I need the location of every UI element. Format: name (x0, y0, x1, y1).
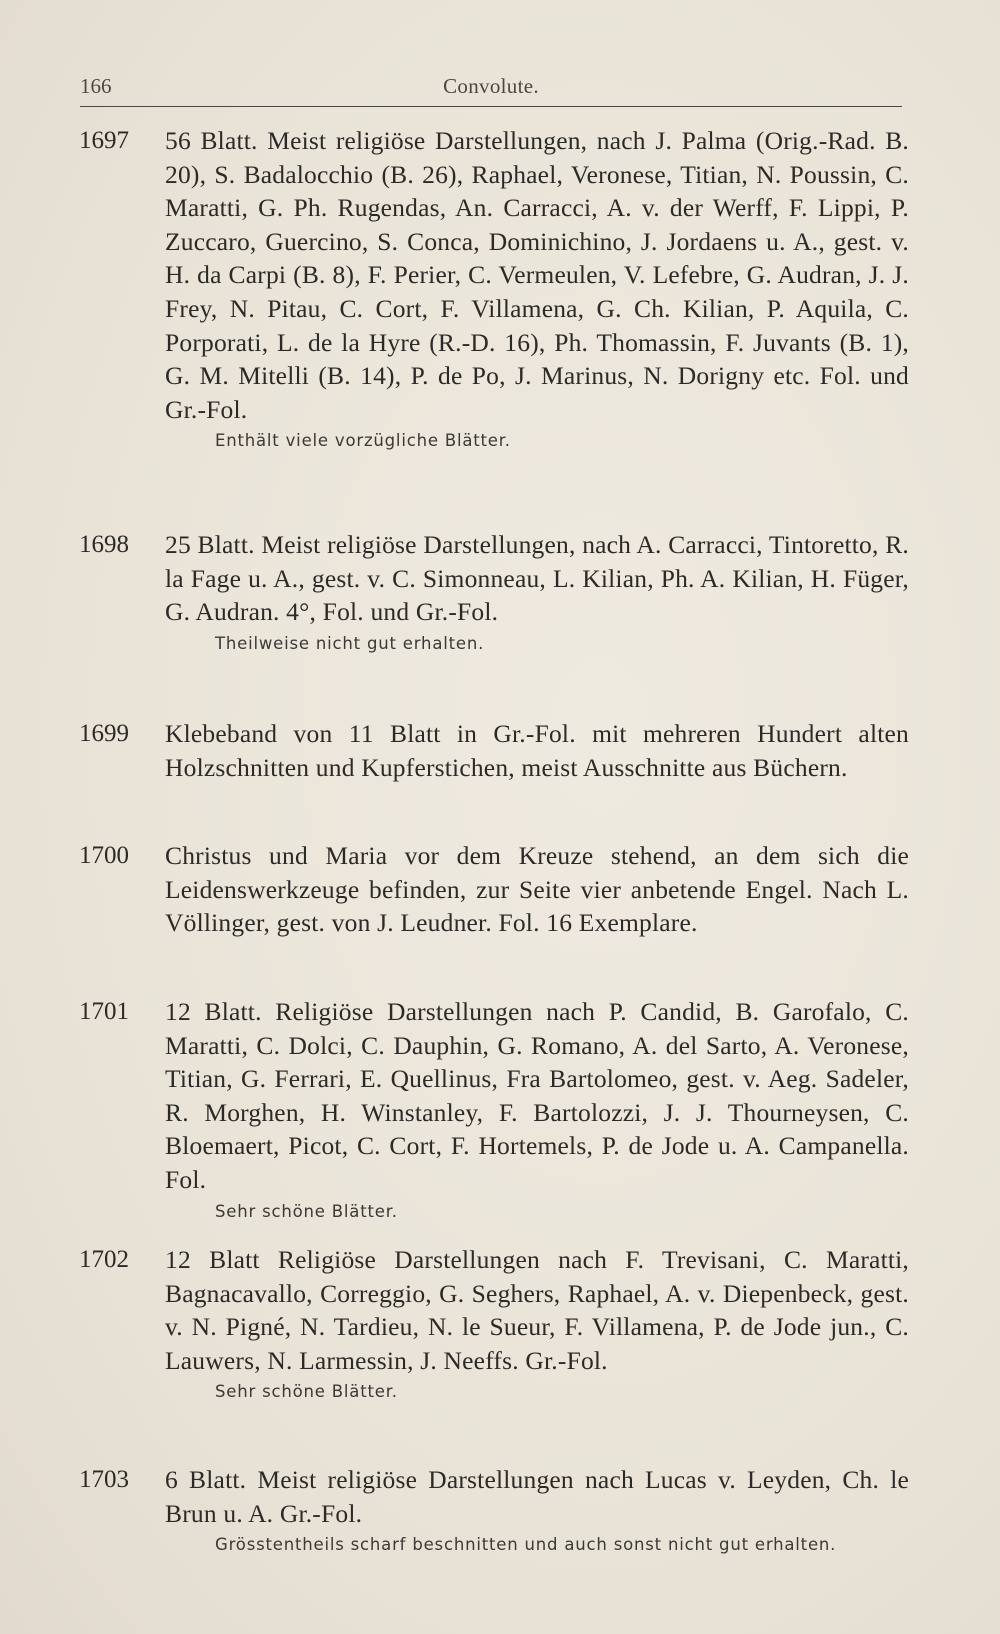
lot-description: 6 Blatt. Meist religiöse Darstellungen nach Lucas v. Leyden, Ch. le Brun u. A. Gr.-Fol. (165, 1465, 909, 1528)
lot-note: Enthält viele vorzügliche Blätter. (215, 431, 511, 451)
catalog-entry (79, 839, 909, 940)
catalog-entry (79, 124, 909, 454)
catalog-entry (79, 1243, 909, 1405)
lot-number: 1699 (79, 720, 129, 747)
page-header (80, 70, 902, 107)
lot-description: Christus und Maria vor dem Kreuze stehend, an dem sich die Leidenswerkzeuge befinden, zur Seite vier anbetende Engel. Nach L. Völlinger, gest. von J. Leudner. Fol. 16 Exemplare. (165, 841, 909, 938)
catalog-entry (79, 528, 909, 657)
lot-note: Sehr schöne Blätter. (215, 1201, 398, 1221)
lot-note: Grösstentheils scharf beschnitten und auch sonst nicht gut erhalten. (215, 1535, 837, 1555)
catalog-entry (79, 1463, 909, 1558)
page-number: 166 (80, 74, 112, 98)
lot-note: Sehr schöne Blätter. (215, 1382, 398, 1402)
lot-description: Klebeband von 11 Blatt in Gr.-Fol. mit mehreren Hundert alten Holzschnitten und Kupferstichen, meist Ausschnitte aus Büchern. (165, 719, 909, 782)
lot-number: 1697 (79, 127, 129, 154)
lot-description: 25 Blatt. Meist religiöse Darstellungen, nach A. Carracci, Tintoretto, R. la Fage u. A., gest. v. C. Simonneau, L. Kilian, Ph. A. Kilian, H. Füger, G. Audran. 4°, Fol. und Gr.-Fol. (165, 530, 909, 627)
lot-number: 1703 (79, 1466, 129, 1493)
lot-description: 56 Blatt. Meist religiöse Darstellungen, nach J. Palma (Orig.-Rad. B. 20), S. Badalocchio (B. 26), Raphael, Veronese, Titian, N. Poussin, C. Maratti, G. Ph. Rugendas, An. Carracci, A. v. der Werff, F. Lippi, P. Zuccaro, Guercino, S. Conca, Dominichino, J. Jordaens u. A., gest. v. H. da Carpi (B. 8), F. Perier, C. Vermeulen, V. Lefebre, G. Audran, J. J. Frey, N. Pitau, C. Cort, F. Villamena, G. Ch. Kilian, P. Aquila, C. Porporati, L. de la Hyre (R.-D. 16), Ph. Thomassin, F. Juvants (B. 1), G. M. Mitelli (B. 14), P. de Po, J. Marinus, N. Dorigny etc. Fol. und Gr.-Fol. (165, 126, 909, 424)
lot-number: 1700 (79, 842, 129, 869)
running-title: Convolute. (443, 74, 539, 98)
lot-number: 1698 (79, 531, 129, 558)
lot-number: 1701 (79, 998, 129, 1025)
catalog-entry (79, 717, 909, 784)
catalog-entry (79, 995, 909, 1225)
lot-note: Theilweise nicht gut erhalten. (215, 633, 485, 653)
lot-description: 12 Blatt. Religiöse Darstellungen nach P. Candid, B. Garofalo, C. Maratti, C. Dolci, C. Dauphin, G. Romano, A. del Sarto, A. Veronese, Titian, G. Ferrari, E. Quellinus, Fra Bartolomeo, gest. v. Aeg. Sadeler, R. Morghen, H. Winstanley, F. Bartolozzi, J. J. Thourneysen, C. Bloemaert, Picot, C. Cort, F. Hortemels, P. de Jode u. A. Campanella. Fol. (165, 997, 909, 1194)
lot-description: 12 Blatt Religiöse Darstellungen nach F. Trevisani, C. Maratti, Bagnacavallo, Correggio, G. Seghers, Raphael, A. v. Diepenbeck, gest. v. N. Pigné, N. Tardieu, N. le Sueur, F. Villamena, P. de Jode jun., C. Lauwers, N. Larmessin, J. Neeffs. Gr.-Fol. (165, 1245, 909, 1375)
lot-number: 1702 (79, 1246, 129, 1273)
